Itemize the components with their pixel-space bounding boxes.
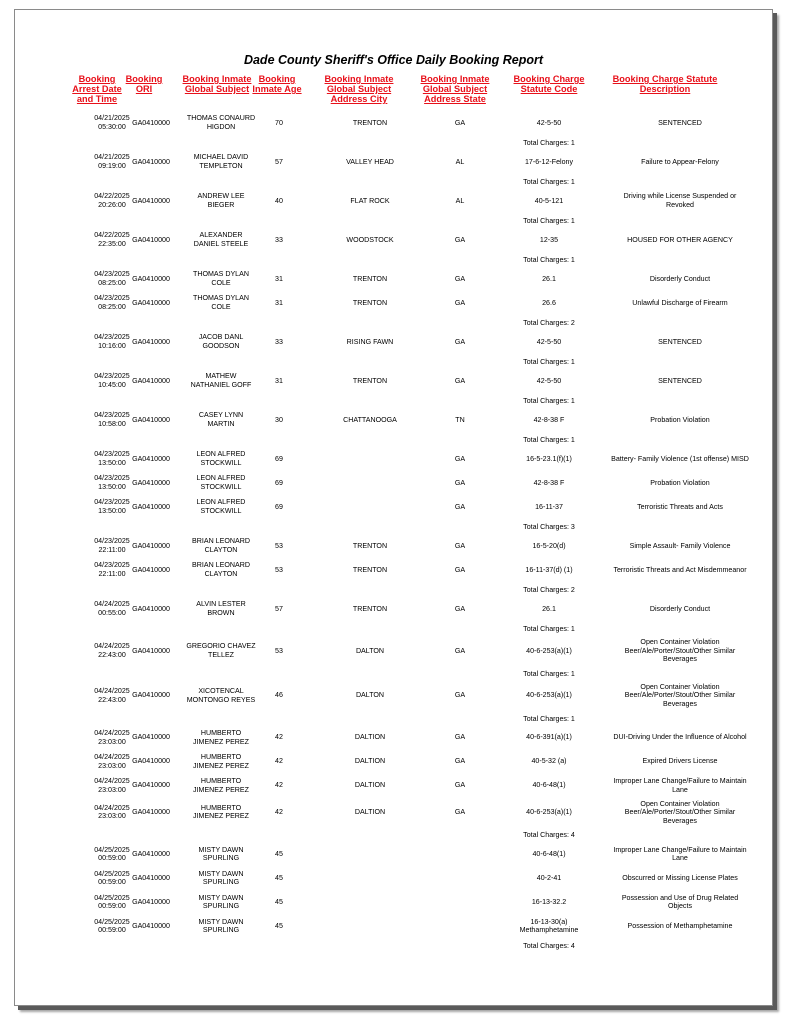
state-cell: GA	[454, 808, 466, 817]
city-cell	[315, 447, 425, 471]
city-cell	[315, 495, 425, 519]
arrest-date-cell: 04/24/2025 23:03:00	[94, 729, 130, 746]
state-cell: GA	[454, 733, 466, 742]
statute-code-cell: 12-35	[539, 235, 559, 244]
table-row	[15, 228, 772, 252]
ori-cell: GA0410000	[132, 157, 170, 166]
state-cell	[420, 890, 500, 914]
statute-code-cell: 26.1	[542, 274, 556, 283]
state-cell: GA	[454, 118, 466, 127]
age-cell: 33	[275, 337, 283, 346]
table-row	[15, 408, 772, 432]
city-cell: VALLEY HEAD	[346, 157, 394, 166]
city-cell: TRENTON	[352, 541, 388, 550]
city-cell	[315, 471, 425, 495]
ori-cell: GA0410000	[132, 898, 170, 907]
arrest-date-cell: 04/25/2025 00:59:00	[94, 893, 130, 911]
statute-description-cell: Obscurred or Missing License Plates	[622, 874, 738, 883]
header-inmate-subject: Booking Inmate Global Subject	[182, 74, 252, 94]
ori-cell: GA0410000	[132, 196, 170, 205]
inmate-name-cell: BRIAN LEONARD CLAYTON	[192, 537, 250, 554]
arrest-date-cell: 04/25/2025 00:59:00	[94, 845, 130, 863]
statute-code-cell: 40-6-48(1)	[532, 850, 566, 859]
state-cell: GA	[454, 337, 466, 346]
total-charges: Total Charges: 1	[523, 669, 575, 678]
arrest-date-cell: 04/22/2025 22:35:00	[94, 231, 130, 248]
statute-code-cell: 42-8-38 F	[533, 415, 565, 424]
inmate-name-cell: THOMAS DYLAN COLE	[193, 294, 249, 311]
arrest-date-cell: 04/24/2025 23:03:00	[94, 753, 130, 770]
arrest-date-cell: 04/24/2025 23:03:00	[94, 777, 130, 794]
age-cell: 53	[275, 646, 283, 655]
state-cell: AL	[455, 196, 465, 205]
age-cell: 31	[275, 274, 283, 283]
age-cell: 45	[275, 922, 283, 931]
table-row	[15, 842, 772, 866]
inmate-name-cell: THOMAS DYLAN COLE	[193, 270, 249, 287]
inmate-name-cell: HUMBERTO JIMENEZ PEREZ	[193, 729, 249, 746]
arrest-date-cell: 04/23/2025 10:16:00	[94, 333, 130, 350]
state-cell	[420, 866, 500, 890]
city-cell: TRENTON	[352, 565, 388, 574]
inmate-name-cell: MISTY DAWN SPURLING	[198, 893, 244, 911]
header-ori: Booking ORI	[125, 74, 163, 94]
ori-cell: GA0410000	[132, 376, 170, 385]
statute-code-cell: 40-5-32 (a)	[531, 757, 567, 766]
city-cell	[315, 866, 425, 890]
ori-cell: GA0410000	[132, 565, 170, 574]
statute-description-cell: Improper Lane Change/Failure to Maintain Lane	[613, 777, 747, 794]
ori-cell: GA0410000	[132, 298, 170, 307]
table-row	[15, 330, 772, 354]
table-row	[15, 750, 772, 774]
table-row	[15, 495, 772, 519]
table-row	[15, 534, 772, 558]
city-cell: CHATTANOOGA	[343, 415, 397, 424]
city-cell: FLAT ROCK	[350, 196, 390, 205]
state-cell: GA	[454, 646, 466, 655]
age-cell: 31	[275, 298, 283, 307]
city-cell: RISING FAWN	[346, 337, 394, 346]
ori-cell: GA0410000	[132, 646, 170, 655]
total-charges: Total Charges: 2	[523, 586, 575, 594]
statute-description-cell: DUI-Driving Under the Influence of Alcohol	[613, 733, 747, 742]
city-cell	[315, 914, 425, 938]
arrest-date-cell: 04/23/2025 22:11:00	[94, 537, 130, 554]
table-row	[15, 726, 772, 750]
statute-description-cell: Disorderly Conduct	[649, 274, 711, 283]
ori-cell: GA0410000	[132, 118, 170, 127]
state-cell: AL	[455, 157, 465, 166]
statute-description-cell: Open Container Violation Beer/Ale/Porter/Stout/Other Similar Beverages	[624, 638, 736, 664]
booking-table-body	[15, 10, 772, 1005]
header-statute-description: Booking Charge Statute Description	[612, 74, 718, 94]
city-cell: TRENTON	[352, 274, 388, 283]
age-cell: 31	[275, 376, 283, 385]
table-row	[15, 369, 772, 393]
arrest-date-cell: 04/25/2025 00:59:00	[94, 869, 130, 887]
arrest-date-cell: 04/23/2025 13:50:00	[94, 450, 130, 467]
arrest-date-cell: 04/23/2025 10:45:00	[94, 372, 130, 389]
arrest-date-cell: 04/23/2025 22:11:00	[94, 561, 130, 578]
city-cell: TRENTON	[352, 118, 388, 127]
city-cell: DALTION	[354, 757, 386, 766]
arrest-date-cell: 04/24/2025 00:55:00	[94, 600, 130, 617]
state-cell: GA	[454, 541, 466, 550]
statute-code-cell: 40-5-121	[534, 196, 564, 205]
statute-description-cell: SENTENCED	[658, 337, 702, 346]
arrest-date-cell: 04/24/2025 22:43:00	[94, 642, 130, 659]
table-row	[15, 471, 772, 495]
table-row	[15, 914, 772, 938]
age-cell: 42	[275, 808, 283, 817]
total-charges: Total Charges: 3	[523, 523, 575, 531]
statute-description-cell: Simple Assault- Family Violence	[629, 541, 731, 550]
state-cell	[420, 914, 500, 938]
state-cell: GA	[454, 298, 466, 307]
statute-code-cell: 40-6-48(1)	[532, 781, 566, 790]
inmate-name-cell: HUMBERTO JIMENEZ PEREZ	[193, 803, 249, 821]
statute-description-cell: Disorderly Conduct	[649, 604, 711, 613]
state-cell: TN	[455, 415, 465, 424]
inmate-name-cell: XICOTENCAL MONTONGO REYES	[186, 687, 256, 704]
arrest-date-cell: 04/22/2025 20:26:00	[94, 192, 130, 209]
state-cell: GA	[454, 604, 466, 613]
statute-code-cell: 40-2-41	[536, 874, 562, 883]
statute-description-cell: Improper Lane Change/Failure to Maintain Lane	[613, 845, 747, 863]
age-cell: 42	[275, 781, 283, 790]
statute-code-cell: 16-11-37(d) (1)	[525, 565, 573, 574]
table-row	[15, 866, 772, 890]
table-row	[15, 558, 772, 582]
arrest-date-cell: 04/21/2025 09:19:00	[94, 153, 130, 170]
ori-cell: GA0410000	[132, 874, 170, 883]
header-address-state: Booking Inmate Global Subject Address State	[420, 74, 490, 104]
ori-cell: GA0410000	[132, 808, 170, 817]
statute-code-cell: 16-13-32.2	[531, 898, 567, 907]
statute-code-cell: 42-8-38 F	[533, 478, 565, 487]
age-cell: 40	[275, 196, 283, 205]
age-cell: 69	[275, 478, 283, 487]
inmate-name-cell: GREGORIO CHAVEZ TELLEZ	[186, 642, 256, 659]
inmate-name-cell: LEON ALFRED STOCKWILL	[196, 450, 246, 467]
total-charges: Total Charges: 4	[523, 942, 575, 951]
ori-cell: GA0410000	[132, 502, 170, 511]
statute-code-cell: 26.1	[542, 604, 556, 613]
inmate-name-cell: MISTY DAWN SPURLING	[198, 917, 244, 935]
inmate-name-cell: LEON ALFRED STOCKWILL	[196, 498, 246, 515]
inmate-name-cell: JACOB DANL GOODSON	[198, 333, 244, 350]
state-cell	[420, 842, 500, 866]
inmate-name-cell: MISTY DAWN SPURLING	[198, 869, 244, 887]
arrest-date-cell: 04/21/2025 05:30:00	[94, 114, 130, 131]
inmate-name-cell: ALVIN LESTER BROWN	[196, 600, 246, 617]
table-row	[15, 681, 772, 711]
city-cell: TRENTON	[352, 604, 388, 613]
table-row	[15, 774, 772, 798]
table-row	[15, 890, 772, 914]
statute-description-cell: Battery- Family Violence (1st offense) MISD	[611, 454, 749, 463]
city-cell: DALTION	[354, 781, 386, 790]
state-cell: GA	[454, 565, 466, 574]
city-cell: DALTION	[354, 808, 386, 817]
statute-description-cell: SENTENCED	[658, 118, 702, 127]
city-cell: TRENTON	[352, 376, 388, 385]
ori-cell: GA0410000	[132, 235, 170, 244]
arrest-date-cell: 04/23/2025 08:25:00	[94, 294, 130, 311]
age-cell: 45	[275, 898, 283, 907]
total-charges: Total Charges: 1	[523, 436, 575, 444]
statute-description-cell: Expired Drivers License	[642, 757, 718, 766]
age-cell: 45	[275, 850, 283, 859]
inmate-name-cell: MATHEW NATHANIEL GOFF	[190, 372, 252, 389]
table-row	[15, 111, 772, 135]
ori-cell: GA0410000	[132, 757, 170, 766]
statute-description-cell: Possession and Use of Drug Related Objects	[621, 893, 739, 911]
ori-cell: GA0410000	[132, 691, 170, 700]
statute-description-cell: Possession of Methamphetamine	[627, 922, 733, 931]
statute-description-cell: HOUSED FOR OTHER AGENCY	[627, 235, 733, 244]
statute-description-cell: Terroristic Threats and Acts	[637, 502, 723, 511]
arrest-date-cell: 04/24/2025 22:43:00	[94, 687, 130, 704]
age-cell: 70	[275, 118, 283, 127]
table-row	[15, 291, 772, 315]
table-row	[15, 447, 772, 471]
statute-description-cell: Probation Violation	[650, 478, 710, 487]
inmate-name-cell: BRIAN LEONARD CLAYTON	[192, 561, 250, 578]
ori-cell: GA0410000	[132, 478, 170, 487]
inmate-name-cell: LEON ALFRED STOCKWILL	[196, 474, 246, 491]
state-cell: GA	[454, 454, 466, 463]
state-cell: GA	[454, 274, 466, 283]
statute-code-cell: 17-6-12-Felony	[524, 157, 574, 166]
city-cell: DALTION	[354, 733, 386, 742]
table-row	[15, 189, 772, 213]
inmate-name-cell: MISTY DAWN SPURLING	[198, 845, 244, 863]
city-cell	[315, 890, 425, 914]
city-cell: DALTON	[355, 646, 385, 655]
age-cell: 33	[275, 235, 283, 244]
ori-cell: GA0410000	[132, 454, 170, 463]
age-cell: 30	[275, 415, 283, 424]
ori-cell: GA0410000	[132, 337, 170, 346]
header-address-city: Booking Inmate Global Subject Address City	[324, 74, 394, 104]
total-charges: Total Charges: 1	[523, 714, 575, 723]
city-cell	[315, 842, 425, 866]
total-charges: Total Charges: 1	[523, 358, 575, 366]
total-charges: Total Charges: 1	[523, 178, 575, 186]
statute-code-cell: 16-13-30(a) Methamphetamine	[519, 917, 579, 935]
total-charges: Total Charges: 1	[523, 256, 575, 264]
statute-code-cell: 42-5-50	[536, 376, 562, 385]
statute-description-cell: Open Container Violation Beer/Ale/Porter/Stout/Other Similar Beverages	[624, 682, 736, 708]
statute-code-cell: 40-6-253(a)(1)	[526, 691, 572, 700]
report-page	[14, 9, 773, 1006]
total-charges: Total Charges: 1	[523, 397, 575, 405]
statute-code-cell: 16-5-20(d)	[532, 541, 566, 550]
statute-code-cell: 40-6-253(a)(1)	[526, 646, 572, 655]
inmate-name-cell: HUMBERTO JIMENEZ PEREZ	[193, 777, 249, 794]
header-statute-code: Booking Charge Statute Code	[513, 74, 585, 94]
arrest-date-cell: 04/25/2025 00:59:00	[94, 917, 130, 935]
statute-description-cell: Driving while License Suspended or Revoked	[623, 192, 737, 209]
state-cell: GA	[454, 781, 466, 790]
ori-cell: GA0410000	[132, 922, 170, 931]
age-cell: 53	[275, 541, 283, 550]
state-cell: GA	[454, 478, 466, 487]
ori-cell: GA0410000	[132, 274, 170, 283]
city-cell: TRENTON	[352, 298, 388, 307]
statute-description-cell: Unlawful Discharge of Firearm	[632, 298, 728, 307]
total-charges: Total Charges: 1	[523, 217, 575, 225]
inmate-name-cell: ANDREW LEE BIEGER	[197, 192, 245, 209]
state-cell: GA	[454, 376, 466, 385]
ori-cell: GA0410000	[132, 415, 170, 424]
arrest-date-cell: 04/24/2025 23:03:00	[94, 803, 130, 821]
total-charges: Total Charges: 2	[523, 319, 575, 327]
statute-code-cell: 16-5-23.1(f)(1)	[526, 454, 572, 463]
total-charges: Total Charges: 1	[523, 139, 575, 147]
age-cell: 42	[275, 733, 283, 742]
age-cell: 57	[275, 604, 283, 613]
age-cell: 69	[275, 502, 283, 511]
ori-cell: GA0410000	[132, 733, 170, 742]
table-row	[15, 798, 772, 828]
age-cell: 57	[275, 157, 283, 166]
statute-code-cell: 40-6-253(a)(1)	[526, 808, 572, 817]
header-inmate-age: Booking Inmate Age	[252, 74, 302, 94]
arrest-date-cell: 04/23/2025 13:50:00	[94, 474, 130, 491]
state-cell: GA	[454, 235, 466, 244]
ori-cell: GA0410000	[132, 850, 170, 859]
table-row	[15, 267, 772, 291]
total-charges: Total Charges: 4	[523, 831, 575, 840]
age-cell: 42	[275, 757, 283, 766]
state-cell: GA	[454, 757, 466, 766]
inmate-name-cell: ALEXANDER DANIEL STEELE	[193, 231, 249, 248]
ori-cell: GA0410000	[132, 541, 170, 550]
city-cell: WOODSTOCK	[346, 235, 394, 244]
arrest-date-cell: 04/23/2025 08:25:00	[94, 270, 130, 287]
ori-cell: GA0410000	[132, 604, 170, 613]
inmate-name-cell: MICHAEL DAVID TEMPLETON	[193, 153, 249, 170]
table-row	[15, 636, 772, 666]
statute-description-cell: Probation Violation	[650, 415, 710, 424]
statute-code-cell: 40-6-391(a)(1)	[526, 733, 572, 742]
header-arrest-date: Booking Arrest Date and Time	[72, 74, 122, 104]
table-row	[15, 597, 772, 621]
ori-cell: GA0410000	[132, 781, 170, 790]
age-cell: 69	[275, 454, 283, 463]
age-cell: 46	[275, 691, 283, 700]
city-cell: DALTON	[355, 691, 385, 700]
statute-code-cell: 16-11-37	[535, 502, 563, 511]
inmate-name-cell: CASEY LYNN MARTIN	[198, 411, 244, 428]
inmate-name-cell: HUMBERTO JIMENEZ PEREZ	[193, 753, 249, 770]
statute-description-cell: SENTENCED	[658, 376, 702, 385]
state-cell: GA	[454, 502, 466, 511]
statute-description-cell: Open Container Violation Beer/Ale/Porter/Stout/Other Similar Beverages	[624, 799, 736, 825]
arrest-date-cell: 04/23/2025 10:58:00	[94, 411, 130, 428]
age-cell: 45	[275, 874, 283, 883]
arrest-date-cell: 04/23/2025 13:50:00	[94, 498, 130, 515]
statute-code-cell: 26.6	[542, 298, 556, 307]
age-cell: 53	[275, 565, 283, 574]
statute-description-cell: Terroristic Threats and Act Misdemmeanor	[613, 565, 747, 574]
inmate-name-cell: THOMAS CONAURD HIGDON	[186, 114, 256, 131]
statute-code-cell: 42-5-50	[536, 118, 562, 127]
table-row	[15, 150, 772, 174]
total-charges: Total Charges: 1	[523, 625, 575, 633]
statute-description-cell: Failure to Appear-Felony	[641, 157, 719, 166]
state-cell: GA	[454, 691, 466, 700]
report-title: Dade County Sheriff's Office Daily Booking Report	[243, 53, 544, 67]
statute-code-cell: 42-5-50	[536, 337, 562, 346]
